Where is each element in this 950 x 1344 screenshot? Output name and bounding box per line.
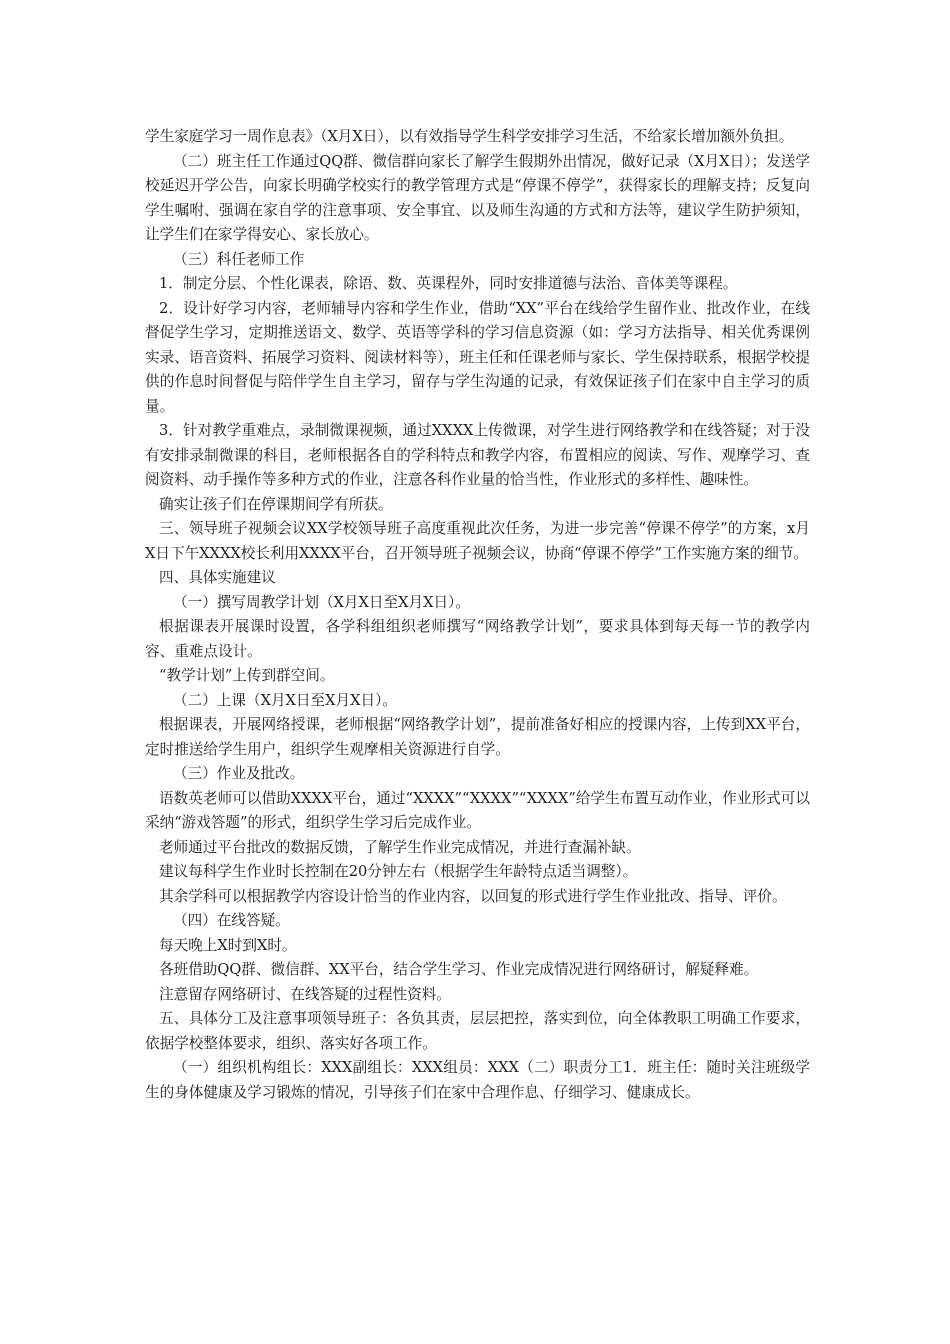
paragraph: 根据课表，开展网络授课，老师根据“网络教学计划”，提前准备好相应的授课内容，上传到XX平台，定时推送给学生用户，组织学生观摩相关资源进行自学。 xyxy=(145,716,810,758)
paragraph: 三、领导班子视频会议XX学校领导班子高度重视此次任务，为进一步完善“停课不停学”的方案，x月X日下午XXXX校长利用XXXX平台，召开领导班子视频会议，协商“停课不停学”工作实施方案的细节。 xyxy=(145,520,810,562)
paragraph: 其余学科可以根据教学内容设计恰当的作业内容，以回复的形式进行学生作业批改、指导、评价。 xyxy=(159,887,787,905)
subsection-heading: （三）作业及批改。 xyxy=(173,765,305,782)
paragraph: 注意留存网络研讨、在线答疑的过程性资料。 xyxy=(159,985,451,1003)
paragraph: 老师通过平台批改的数据反馈，了解学生作业完成情况，并进行查漏补缺。 xyxy=(159,838,641,856)
subsection-heading: （二）上课（X月X日至X月X日）。 xyxy=(173,691,397,709)
paragraph: 学生家庭学习一周作息表》（X月X日），以有效指导学生科学安排学习生活，不给家长增加额外负担。 xyxy=(145,128,794,145)
paragraph: 建议每科学生作业时长控制在20分钟左右（根据学生年龄特点适当调整）。 xyxy=(159,863,638,880)
list-item: 3．针对教学重难点，录制微课视频，通过XXXX上传微课，对学生进行网络教学和在线答疑；对于没有安排录制微课的科目，老师根据各自的学科特点和教学内容，布置相应的阅读、写作、观摩学习、查阅资料、动手操作等多种方式的作业，注意各科作业量的恰当性，作业形式的多样性、趣味性。 xyxy=(145,422,810,488)
paragraph: 各班借助QQ群、微信群、XX平台，结合学生学习、作业完成情况进行网络研讨，解疑释难。 xyxy=(159,961,759,978)
section-heading: 五、具体分工及注意事项领导班子：各负其责，层层把控，落实到位，向全体教职工明确工作要求，依据学校整体要求，组织、落实好各项工作。 xyxy=(145,1010,810,1052)
paragraph: （一）组织机构组长：XXX副组长：XXX组员：XXX（二）职责分工1．班主任：随时关注班级学生的身体健康及学习锻炼的情况，引导孩子们在家中合理作息、仔细学习、健康成长。 xyxy=(145,1059,810,1101)
subsection-heading: （四）在线答疑。 xyxy=(173,912,290,929)
list-item: 2．设计好学习内容，老师辅导内容和学生作业，借助“XX”平台在线给学生留作业、批改作业，在线督促学生学习，定期推送语文、数学、英语等学科的学习信息资源（如：学习方法指导、相关优秀课例实录、语音资料、拓展学习资料、阅读材料等），班主任和任课老师与家长、学生保持联系，根据学校提供的作息时间督促与陪伴学生自主学习，留存与学生沟通的记录，有效保证孩子们在家中自主学习的质量。 xyxy=(145,299,810,415)
paragraph: 每天晚上X时到X时。 xyxy=(159,936,297,954)
document-body xyxy=(145,125,810,1105)
paragraph: （二）班主任工作通过QQ群、微信群向家长了解学生假期外出情况，做好记录（X月X日）；发送学校延迟开学公告，向家长明确学校实行的教学管理方式是“停课不停学”，获得家长的理解支持；反复向学生嘱咐、强调在家自学的注意事项、安全事宜、以及师生沟通的方式和方法等，建议学生防护须知，让学生们在家学得安心、家长放心。 xyxy=(145,152,810,243)
paragraph: “教学计划”上传到群空间。 xyxy=(159,667,335,684)
section-heading: （三）科任老师工作 xyxy=(173,250,305,268)
subsection-heading: （一）撰写周教学计划（X月X日至X月X日）。 xyxy=(173,593,470,611)
list-item: 1．制定分层、个性化课表，除语、数、英课程外，同时安排道德与法治、音体美等课程。 xyxy=(159,275,738,292)
paragraph: 确实让孩子们在停课期间学有所获。 xyxy=(159,495,393,513)
section-heading: 四、具体实施建议 xyxy=(159,569,276,586)
paragraph: 根据课表开展课时设置，各学科组组织老师撰写“网络教学计划”，要求具体到每天每一节的教学内容、重难点设计。 xyxy=(145,618,810,660)
paragraph: 语数英老师可以借助XXXX平台，通过“XXXX”“XXXX”“XXXX”给学生布置互动作业，作业形式可以采纳“游戏答题”的形式，组织学生学习后完成作业。 xyxy=(145,789,810,831)
